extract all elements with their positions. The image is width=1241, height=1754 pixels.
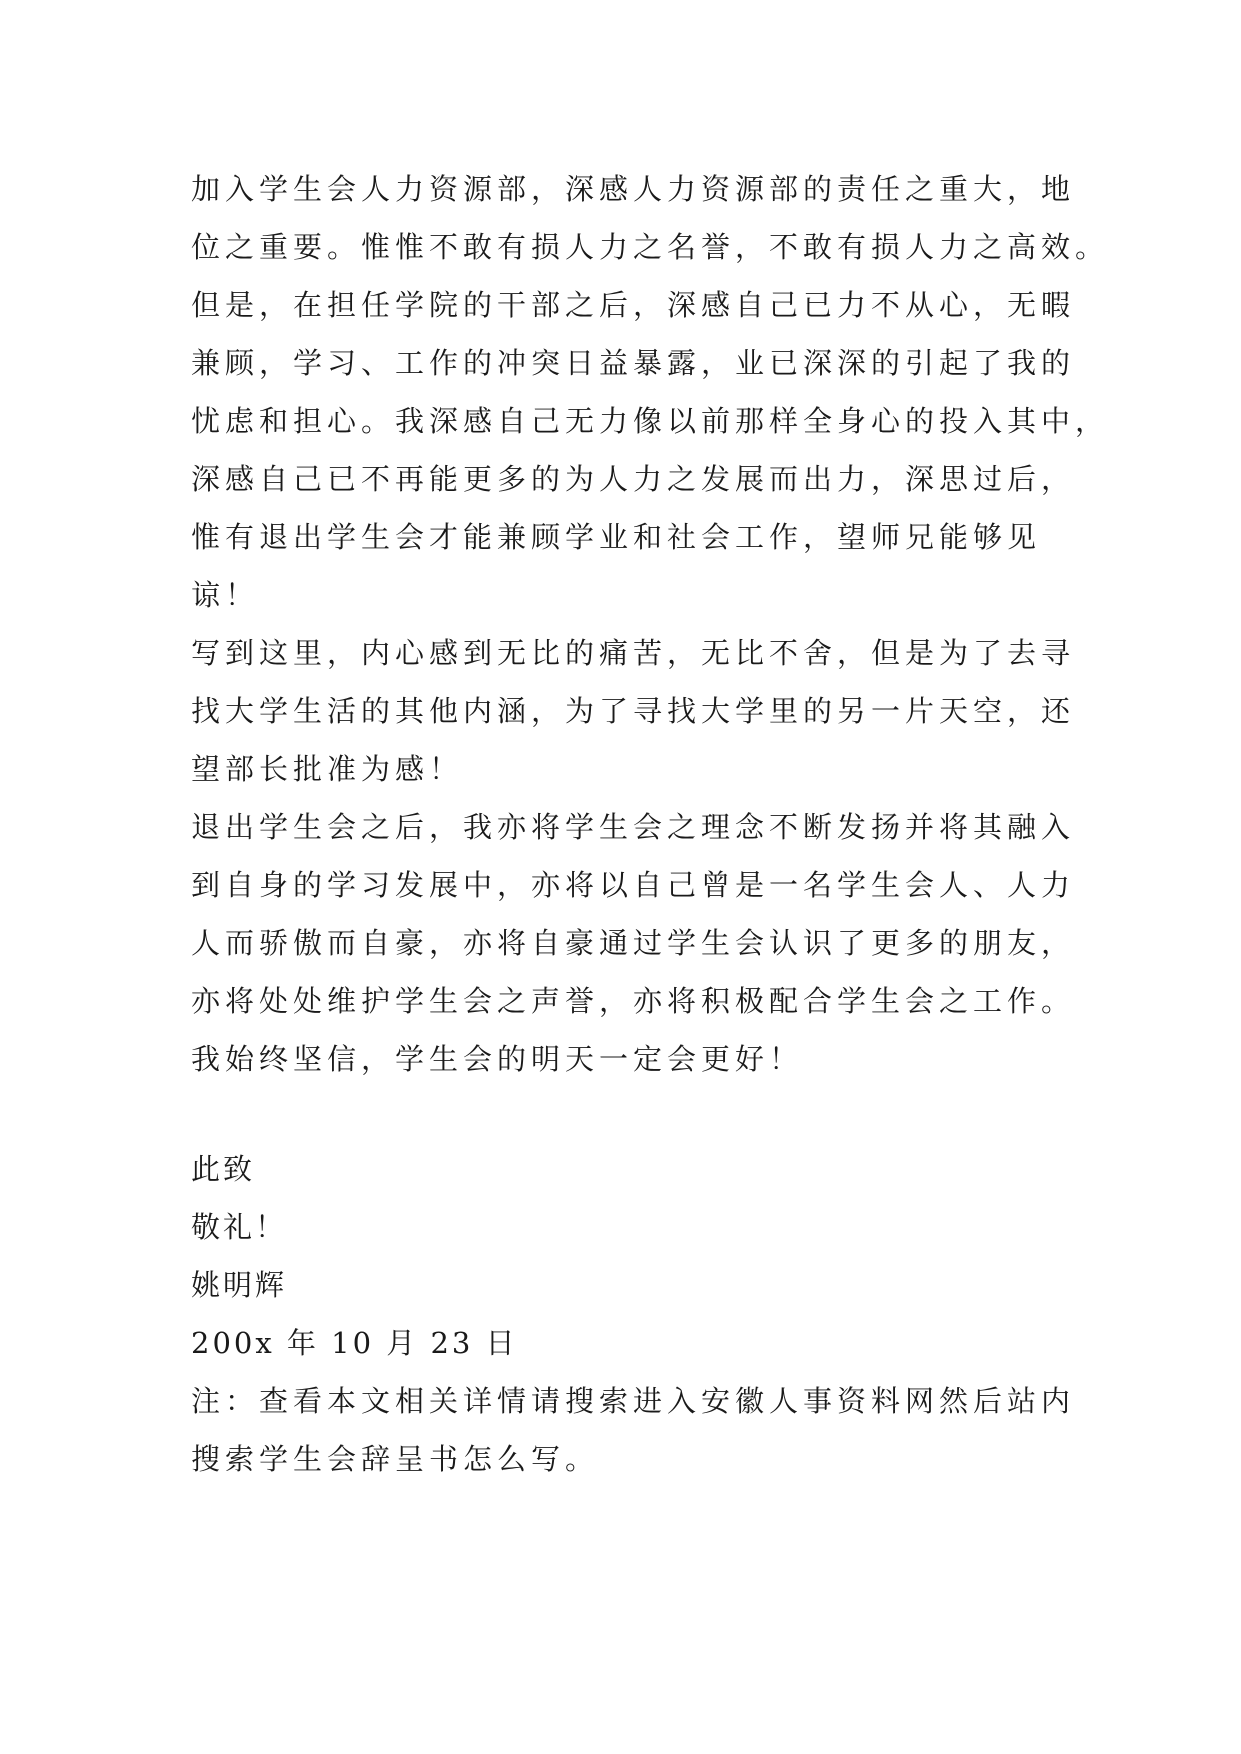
body-line: 找大学生活的其他内涵，为了寻找大学里的另一片天空，还 <box>191 694 1076 728</box>
body-line: 深感自己已不再能更多的为人力之发展而出力，深思过后， <box>191 462 1076 496</box>
letter-closing <box>191 1140 1076 1488</box>
body-line: 退出学生会之后，我亦将学生会之理念不断发扬并将其融入 <box>191 810 1076 844</box>
note-line-1: 注：查看本文相关详情请搜索进入安徽人事资料网然后站内 <box>191 1384 1076 1418</box>
body-line: 望部长批准为感！ <box>191 752 464 786</box>
body-line: 加入学生会人力资源部，深感人力资源部的责任之重大，地 <box>191 172 1076 206</box>
salutation-line-2: 敬礼！ <box>191 1210 288 1244</box>
body-line: 但是，在担任学院的干部之后，深感自己已力不从心，无暇 <box>191 288 1076 322</box>
body-line: 位之重要。惟惟不敢有损人力之名誉，不敢有损人力之高效。 <box>191 230 1110 264</box>
signature-name: 姚明辉 <box>191 1268 288 1302</box>
body-line: 到自身的学习发展中，亦将以自己曾是一名学生会人、人力 <box>191 868 1076 902</box>
letter-date: 200x 年 10 月 23 日 <box>191 1326 518 1360</box>
salutation-line-1: 此致 <box>191 1152 256 1186</box>
letter-body <box>191 160 1110 1088</box>
body-line: 人而骄傲而自豪，亦将自豪通过学生会认识了更多的朋友， <box>191 926 1076 960</box>
body-line: 我始终坚信，学生会的明天一定会更好！ <box>191 1042 804 1076</box>
note-line-2: 搜索学生会辞呈书怎么写。 <box>191 1442 600 1476</box>
body-line: 亦将处处维护学生会之声誉，亦将积极配合学生会之工作。 <box>191 984 1076 1018</box>
body-line: 忧虑和担心。我深感自己无力像以前那样全身心的投入其中， <box>191 404 1110 438</box>
body-line: 惟有退出学生会才能兼顾学业和社会工作，望师兄能够见 <box>191 520 1042 554</box>
body-line: 写到这里，内心感到无比的痛苦，无比不舍，但是为了去寻 <box>191 636 1076 670</box>
body-line: 谅！ <box>191 578 260 612</box>
body-line: 兼顾，学习、工作的冲突日益暴露，业已深深的引起了我的 <box>191 346 1076 380</box>
